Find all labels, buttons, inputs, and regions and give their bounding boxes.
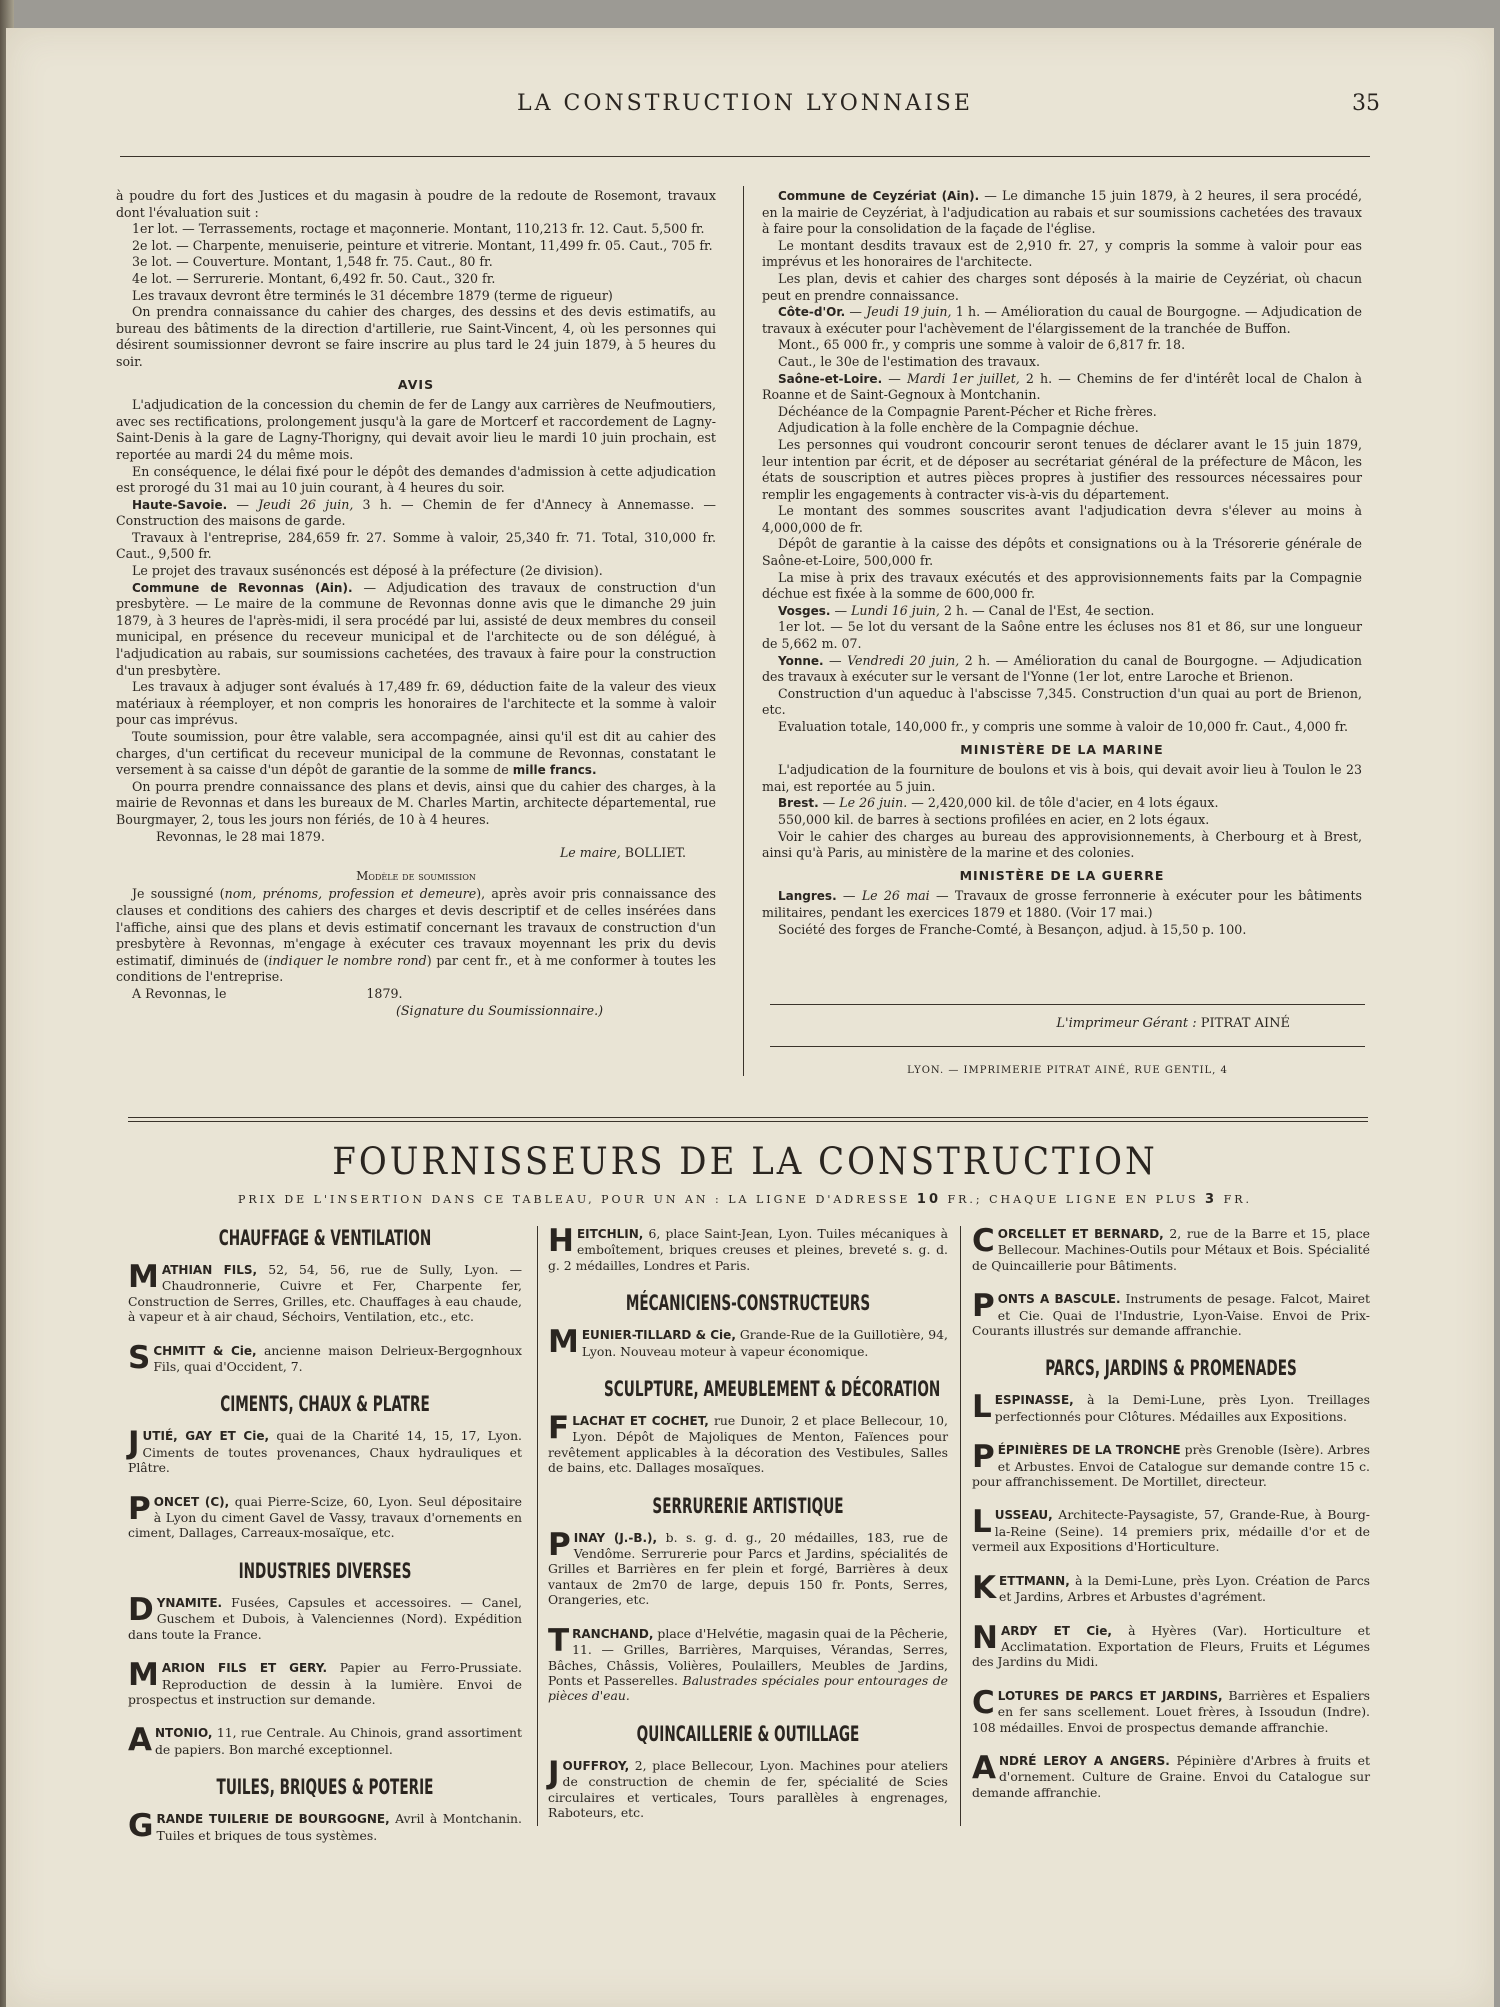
category-heading: CIMENTS, CHAUX & PLATRE bbox=[220, 1392, 430, 1417]
supplier-entry bbox=[128, 1490, 522, 1541]
supplier-name: EITCHLIN, bbox=[576, 1227, 644, 1241]
date: Jeudi 26 juin, bbox=[258, 496, 354, 512]
paragraph: Adjudication à la folle enchère de la Compagnie déchue. bbox=[778, 420, 1139, 436]
left-column bbox=[116, 188, 716, 1019]
supplier-name: INAY (J.-B.), bbox=[573, 1530, 658, 1545]
paragraph: 3e lot. — Couverture. Montant, 1,548 fr. 75. Caut., 80 fr. bbox=[132, 254, 493, 270]
supplier-name: ARION FILS ET GERY. bbox=[161, 1661, 328, 1676]
supplier-name: CHMITT & Cie, bbox=[153, 1343, 257, 1358]
drop-cap: K bbox=[972, 1569, 997, 1606]
drop-cap: M bbox=[548, 1324, 579, 1361]
paragraph: On prendra connaissance du cahier des charges, des dessins et des devis estimatifs, au bureau des bâtiments de la direction d'artillerie, rue Saint-Vincent, 4, où les personnes qui désirent soumissionner devront se faire inscrire au plus tard le 24 juin 1879, à 5 heures du soir. bbox=[116, 304, 716, 369]
paragraph: Haute-Savoie. — Jeudi 26 juin, 3 h. — Chemin de fer d'Annecy à Annemasse. — Construction des maisons de garde. bbox=[116, 496, 716, 529]
drop-cap: J bbox=[128, 1425, 140, 1462]
place-name: Côte-d'Or. bbox=[778, 305, 846, 320]
label: Le maire, bbox=[559, 845, 621, 861]
date: Mardi 1er juillet, bbox=[906, 370, 1020, 386]
supplier-entry bbox=[972, 1684, 1370, 1735]
column-rule bbox=[960, 1226, 961, 1826]
supplier-entry bbox=[128, 1722, 522, 1759]
paragraph: On pourra prendre connaissance des plans et devis, ainsi que du cahier des charges, à la mairie de Revonnas et dans les bureaux de M. Charles Martin, architecte départemental, rue Bourgmayer, 2, tous les jours non fériés, de 10 à 4 heures. bbox=[116, 778, 716, 827]
paragraph: Déchéance de la Compagnie Parent-Pécher et Riche frères. bbox=[778, 403, 1157, 419]
supplier-entry bbox=[548, 1410, 948, 1476]
text: 2 h. — Amélioration du canal de Bourgogne. — Adjudication des travaux à exécuter sur le versant de l'Yonne (1er lot, entre Laroche et Brienon. bbox=[762, 652, 1362, 685]
text: Je soussigné ( bbox=[132, 886, 225, 902]
supplier-text: 2, place Bellecour, Lyon. Machines pour ateliers de construction de chemin de fer, spécialité de Scies circulaires et verticales, Tours parallèles à engrenages, Raboteurs, etc. bbox=[548, 1757, 948, 1820]
text: FR.; CHAQUE LIGNE EN PLUS bbox=[947, 1193, 1199, 1206]
supplier-name: EUNIER-TILLARD & Cie, bbox=[581, 1328, 736, 1343]
supplier-entry bbox=[548, 1754, 948, 1821]
price: 10 bbox=[916, 1192, 941, 1207]
column-rule bbox=[537, 1226, 538, 1826]
drop-cap: F bbox=[548, 1410, 570, 1447]
paragraph: Société des forges de Franche-Comté, à Besançon, adjud. à 15,50 p. 100. bbox=[778, 921, 1247, 937]
supplier-text: 52, 54, 56, rue de Sully, Lyon. — Chaudronnerie, Cuivre et Fer, Charpente fer, Construction de Serres, Grilles, etc. Chauffages à eau chaude, à vapeur et à air chaud, Séchoirs, Ventilation, etc., etc. bbox=[128, 1262, 522, 1325]
drop-cap: A bbox=[128, 1722, 152, 1759]
category-heading: SERRURERIE ARTISTIQUE bbox=[652, 1493, 844, 1518]
date: Le 26 juin. bbox=[839, 795, 908, 811]
paragraph: à poudre du fort des Justices et du magasin à poudre de la redoute de Rosemont, travaux dont l'évaluation suit : bbox=[116, 188, 716, 220]
text: — 2,420,000 kil. de tôle d'acier, en 4 lots égaux. bbox=[911, 795, 1219, 811]
supplier-name: ÉPINIÈRES DE LA TRONCHE bbox=[997, 1443, 1181, 1458]
imprint-rule bbox=[770, 1046, 1365, 1047]
supplier-name: ETTMANN, bbox=[999, 1573, 1070, 1588]
category-heading: PARCS, JARDINS & PROMENADES bbox=[1045, 1356, 1297, 1381]
paragraph: Les travaux devront être terminés le 31 décembre 1879 (terme de rigueur) bbox=[132, 287, 613, 303]
paragraph bbox=[762, 188, 1362, 238]
supplier-name: LOTURES DE PARCS ET JARDINS, bbox=[997, 1688, 1223, 1703]
column-rule bbox=[743, 186, 744, 1076]
category-heading: CHAUFFAGE & VENTILATION bbox=[218, 1226, 432, 1250]
suppliers-column-2 bbox=[548, 1223, 948, 1838]
paragraph bbox=[116, 580, 716, 680]
supplier-name: NDRÉ LEROY A ANGERS. bbox=[999, 1753, 1170, 1768]
supplier-entry bbox=[128, 1339, 522, 1376]
supplier-entry bbox=[128, 1657, 522, 1707]
imprimerie-line: LYON. — IMPRIMERIE PITRAT AINÉ, RUE GENTIL, 4 bbox=[907, 1065, 1228, 1076]
text: ), après avoir pris connaissance des clauses et conditions des cahiers des charges et devis descriptif et de celles insérées dans l'affiche, ainsi que des plans et devis estimatif concernant les travaux de construction d'un presbytère à Revonnas, m'engage à exécuter ces travaux moyennant les prix du devis estimatif, diminués de ( bbox=[116, 886, 717, 968]
paragraph: Voir le cahier des charges au bureau des approvisionnements, à Cherbourg et à Brest, ainsi qu'à Paris, au ministère de la marine et des colonies. bbox=[762, 828, 1362, 861]
drop-cap: S bbox=[128, 1339, 151, 1376]
place-name: Vosges. bbox=[778, 603, 831, 618]
drop-cap: H bbox=[548, 1223, 574, 1259]
supplier-text: Pépinière d'Arbres à fruits et d'ornement. Culture de Graine. Envoi du Catalogue sur demande affranchie. bbox=[972, 1752, 1370, 1800]
section-heading: Modèle de soumission bbox=[356, 868, 476, 883]
drop-cap: D bbox=[128, 1591, 154, 1628]
paragraph: Le projet des travaux susénoncés est déposé à la préfecture (2e division). bbox=[132, 563, 603, 579]
drop-cap: N bbox=[972, 1619, 998, 1656]
paragraph: Vosges. — Lundi 16 juin, 2 h. — Canal de l'Est, 4e section. bbox=[778, 602, 1155, 618]
imprint-rule bbox=[770, 1004, 1365, 1005]
supplier-name: LACHAT ET COCHET, bbox=[572, 1414, 709, 1429]
supplier-text: à la Demi-Lune, près Lyon. Treillages perfectionnés pour Clôtures. Médailles aux Expositions. bbox=[994, 1392, 1370, 1424]
text: — Le dimanche 15 juin 1879, à 2 heures, il sera procédé, en la mairie de Ceyzériat, à l'adjudication au rabais et sur soumissions cachetées des travaux à faire pour la consolidation de la façade de l'église. bbox=[762, 188, 1362, 237]
drop-cap: A bbox=[972, 1749, 996, 1786]
date: Vendredi 20 juin, bbox=[847, 652, 960, 668]
paragraph: Les personnes qui voudront concourir seront tenues de déclarer avant le 15 juin 1879, leur intention par écrit, et de déposer au secrétariat général de la préfecture de Mâcon, les états de souscription et autres pièces propres à justifier des ressources nécessaires pour remplir les engagements à contracter vis-à-vis du département. bbox=[762, 436, 1362, 502]
supplier-entry bbox=[548, 1526, 948, 1608]
section-heading: MINISTÈRE DE LA GUERRE bbox=[959, 867, 1165, 883]
supplier-entry bbox=[972, 1223, 1370, 1273]
supplier-text: quai de la Charité 14, 15, 17, Lyon. Ciments de toutes provenances, Chaux hydrauliques et Plâtre. bbox=[128, 1428, 522, 1476]
journal-title: LA CONSTRUCTION LYONNAISE bbox=[517, 91, 973, 116]
supplier-name: RANCHAND, bbox=[572, 1626, 654, 1641]
paragraph: 550,000 kil. de barres à sections profilées en acier, en 2 lots égaux. bbox=[778, 811, 1210, 827]
date: Le 26 mai bbox=[861, 888, 930, 904]
place-name: Commune de Revonnas (Ain). bbox=[132, 580, 353, 595]
emphasis: mille francs. bbox=[512, 763, 597, 778]
paragraph: Construction d'un aqueduc à l'abscisse 7,345. Construction d'un quai au port de Brienon, etc. bbox=[762, 685, 1362, 718]
supplier-entry bbox=[128, 1808, 522, 1845]
category-heading: TUILES, BRIQUES & POTERIE bbox=[216, 1775, 434, 1800]
paragraph bbox=[116, 729, 716, 779]
paragraph: L'adjudication de la concession du chemin de fer de Langy aux carrières de Neufmoutiers, avec ses rectifications, prolongement jusqu'à la gare de Mortcerf et raccordement de Lagny-Saint-Denis à la gare de Lagny-Thorigny, qui devait avoir lieu le mardi 10 juin prochain, est reportée au mardi 24 du même mois. bbox=[116, 397, 716, 462]
supplier-entry bbox=[548, 1622, 948, 1704]
drop-cap: C bbox=[972, 1684, 995, 1721]
supplier-entry bbox=[972, 1439, 1370, 1490]
price-line bbox=[120, 1192, 1370, 1207]
paragraph: Dépôt de garantie à la caisse des dépôts et consignations ou à la Trésorerie générale de Saône-et-Loire, 500,000 fr. bbox=[762, 536, 1362, 569]
supplier-text: rue Dunoir, 2 et place Bellecour, 10, Lyon. Dépôt de Majoliques de Menton, Faïences pour revêtement applicables à la décoration des Vestibules, Salles de bains, etc. Dallages mosaïques. bbox=[548, 1413, 948, 1476]
supplier-entry bbox=[972, 1749, 1370, 1800]
paragraph: 4e lot. — Serrurerie. Montant, 6,492 fr. 50. Caut., 320 fr. bbox=[132, 270, 496, 286]
drop-cap: C bbox=[972, 1223, 995, 1259]
paragraph: Les travaux à adjuger sont évalués à 17,489 fr. 69, déduction faite de la valeur des vieux matériaux à réemployer, et non compris les honoraires de l'architecte et la somme à valoir pour cas imprévus. bbox=[116, 679, 716, 728]
supplier-name: ONCET (C), bbox=[153, 1494, 230, 1509]
supplier-name: YNAMITE. bbox=[156, 1595, 223, 1610]
category-heading: QUINCAILLERIE & OUTILLAGE bbox=[636, 1721, 860, 1746]
paragraph: En conséquence, le délai fixé pour le dépôt des demandes d'admission à cette adjudication est prorogé du 31 mai au 10 juin courant, à 4 heures du soir. bbox=[116, 463, 716, 496]
drop-cap: M bbox=[128, 1259, 159, 1295]
paragraph: Evaluation totale, 140,000 fr., y compris une somme à valoir de 10,000 fr. Caut., 4,000 fr. bbox=[778, 719, 1349, 734]
paragraph: Yonne. — Vendredi 20 juin, 2 h. — Amélioration du canal de Bourgogne. — Adjudication des travaux à exécuter sur le versant de l'Yonne (1er lot, entre Laroche et Brienon. bbox=[762, 652, 1362, 685]
supplier-name: OUFFROY, bbox=[562, 1758, 630, 1773]
drop-cap: P bbox=[972, 1288, 995, 1325]
supplier-name: ATHIAN FILS, bbox=[161, 1263, 258, 1277]
supplier-text: Barrières et Espaliers en fer sans scellement. Louet frères, à Issoudun (Indre). 108 médailles. Envoi de prospectus demande affranchie. bbox=[972, 1687, 1370, 1735]
supplier-text: place d'Helvétie, magasin quai de la Pêcherie, 11. — Grilles, Barrières, Marquises, Vérandas, Serres, Bâches, Châssis, Volières, Poulaillers, Meubles de Jardins, Ponts et Passerelles. bbox=[548, 1625, 948, 1688]
date: Lundi 16 juin, bbox=[851, 602, 940, 618]
supplier-text: Instruments de pesage. Falcot, Mairet et Cie. Quai de l'Industrie, Lyon-Vaise. Envoi de Prix-Courants illustrés sur demande affranchie. bbox=[972, 1291, 1370, 1339]
paragraph: Brest. — Le 26 juin. — 2,420,000 kil. de tôle d'acier, en 4 lots égaux. bbox=[778, 795, 1219, 811]
supplier-entry bbox=[972, 1619, 1370, 1670]
supplier-entry bbox=[548, 1324, 948, 1361]
text-italic: indiquer le nombre rond bbox=[268, 952, 427, 968]
supplier-name: RANDE TUILERIE DE BOURGOGNE, bbox=[156, 1812, 390, 1827]
supplier-entry bbox=[548, 1223, 948, 1273]
paragraph: Caut., le 30e de l'estimation des travaux. bbox=[778, 353, 1040, 369]
paragraph: Le montant desdits travaux est de 2,910 fr. 27, y compris la somme à valoir pour eas imprévus et les honoraires de l'architecte. bbox=[762, 237, 1362, 270]
supplier-name: NTONIO, bbox=[155, 1726, 213, 1741]
supplier-name: ARDY ET Cie, bbox=[1000, 1623, 1112, 1638]
text: — Travaux de grosse ferronnerie à exécuter pour les bâtiments militaires, pendant les exercices 1879 et 1880. (Voir 17 mai.) bbox=[762, 888, 1362, 920]
place-name: Commune de Ceyzériat (Ain). bbox=[778, 189, 980, 203]
section-heading: MINISTÈRE DE LA MARINE bbox=[960, 741, 1164, 757]
text-italic: nom, prénoms, profession et demeure bbox=[224, 886, 477, 902]
supplier-text: Architecte-Paysagiste, 57, Grande-Rue, à Bourg-la-Reine (Seine). 14 premiers prix, médaille d'or et de vermeil aux Expositions d'Horticulture. bbox=[972, 1507, 1370, 1555]
signature-line bbox=[116, 845, 716, 862]
paragraph: 1er lot. — 5e lot du versant de la Saône entre les écluses nos 81 et 86, sur une longueur de 5,662 m. 07. bbox=[762, 619, 1362, 652]
supplier-text: à la Demi-Lune, près Lyon. Création de Parcs et Jardins, Arbres et Arbustes d'agrément. bbox=[999, 1572, 1370, 1605]
supplier-entry bbox=[972, 1389, 1370, 1426]
text: 1 h. — Amélioration du caual de Bourgogne. — Adjudication de travaux à exécuter pour l'achèvement de l'élargissement de la tranchée de Buffon. bbox=[762, 304, 1362, 336]
text: FR. bbox=[1223, 1193, 1253, 1206]
supplier-text: à Hyères (Var). Horticulture et Acclimatation. Exportation de Fleurs, Fruits et Légumes des Jardins du Midi. bbox=[972, 1622, 1370, 1670]
place-name: Yonne. bbox=[778, 653, 824, 668]
drop-cap: M bbox=[128, 1657, 159, 1694]
drop-cap: L bbox=[972, 1504, 992, 1541]
page-number: 35 bbox=[1352, 91, 1380, 116]
paragraph: La mise à prix des travaux exécutés et des approvisionnements faits par la Compagnie déchue est fixée à la somme de 600,000 fr. bbox=[762, 569, 1362, 602]
supplier-text: 6, place Saint-Jean, Lyon. Tuiles mécaniques à emboîtement, briques creuses et pleines, breveté s. g. d. g. 2 médailles, Londres et Paris. bbox=[548, 1226, 948, 1273]
supplier-name: USSEAU, bbox=[994, 1508, 1053, 1523]
paragraph: Langres. — Le 26 mai — Travaux de grosse ferronnerie à exécuter pour les bâtiments militaires, pendant les exercices 1879 et 1880. (Voir 17 mai.) bbox=[762, 888, 1362, 920]
supplier-text: 2, rue de la Barre et 15, place Bellecour. Machines-Outils pour Métaux et Bois. Spécialité de Quincaillerie pour Bâtiments. bbox=[972, 1226, 1370, 1273]
drop-cap: G bbox=[128, 1808, 154, 1845]
text: 2 h. — Canal de l'Est, 4e section. bbox=[943, 602, 1155, 618]
supplier-entry bbox=[972, 1569, 1370, 1606]
suppliers-column-1 bbox=[128, 1226, 522, 1861]
supplier-entry bbox=[128, 1259, 522, 1325]
section-rule bbox=[128, 1117, 1368, 1118]
name: PITRAT AINÉ bbox=[1200, 1016, 1290, 1031]
supplier-text-italic: Balustrades spéciales pour entourages de pièces d'eau. bbox=[548, 1672, 948, 1704]
paragraph: 2e lot. — Charpente, menuiserie, peinture et vitrerie. Montant, 11,499 fr. 05. Caut., 705 fr. bbox=[132, 237, 713, 253]
suppliers-title: FOURNISSEURS DE LA CONSTRUCTION bbox=[332, 1140, 1158, 1184]
drop-cap: P bbox=[972, 1439, 995, 1476]
supplier-text: ancienne maison Delrieux-Bergognhoux Fils, quai d'Occident, 7. bbox=[153, 1342, 522, 1375]
supplier-entry bbox=[128, 1591, 522, 1642]
paragraph: Saône-et-Loire. — Mardi 1er juillet, 2 h. — Chemins de fer d'intérêt local de Chalon à Roanne et de Saint-Gegnoux à Montchanin. bbox=[762, 370, 1362, 403]
name: BOLLIET. bbox=[624, 845, 686, 861]
drop-cap: J bbox=[548, 1754, 560, 1791]
text: PRIX DE L'INSERTION DANS CE TABLEAU, POUR UN AN : LA LIGNE D'ADRESSE bbox=[237, 1193, 911, 1206]
text: Toute soumission, pour être valable, sera accompagnée, ainsi qu'il est dit au cahier des charges, d'un certificat du receveur municipal de la commune de Revonnas, constatant le versement à sa caisse d'un dépôt de garantie de la somme de bbox=[116, 729, 716, 778]
drop-cap: P bbox=[128, 1490, 151, 1527]
text: A Revonnas, le bbox=[132, 985, 227, 1001]
supplier-entry bbox=[972, 1288, 1370, 1339]
supplier-entry bbox=[128, 1425, 522, 1476]
text: 1879. bbox=[366, 985, 403, 1001]
supplier-text: Avril à Montchanin. Tuiles et briques de tous systèmes. bbox=[156, 1811, 522, 1843]
paragraph: L'adjudication de la fourniture de boulons et vis à bois, qui devait avoir lieu à Toulon le 23 mai, est reportée au 5 juin. bbox=[762, 762, 1362, 794]
section-heading: AVIS bbox=[397, 376, 435, 392]
imprimeur-line bbox=[770, 1016, 1290, 1031]
supplier-text: Papier au Ferro-Prussiate. Reproduction de dessin à la lumière. Envoi de prospectus et instruction sur demande. bbox=[128, 1660, 522, 1707]
category-heading: MÉCANICIENS-CONSTRUCTEURS bbox=[625, 1291, 871, 1316]
supplier-text: près Grenoble (Isère). Arbres et Arbustes. Envoi de Catalogue sur demande contre 15 c. pour affranchissement. De Mortillet, directeur. bbox=[972, 1442, 1370, 1490]
category-heading: INDUSTRIES DIVERSES bbox=[238, 1558, 412, 1583]
supplier-text: 11, rue Centrale. Au Chinois, grand assortiment de papiers. Bon marché exceptionnel. bbox=[155, 1725, 522, 1757]
paragraph: 1er lot. — Terrassements, roctage et maçonnerie. Montant, 110,213 fr. 12. Caut. 5,500 fr. bbox=[132, 221, 705, 237]
place-name: Haute-Savoie. bbox=[132, 497, 228, 512]
paragraph: Travaux à l'entreprise, 284,659 fr. 27. Somme à valoir, 25,340 fr. 71. Total, 310,000 fr. Caut., 9,500 fr. bbox=[116, 529, 716, 562]
header-rule bbox=[120, 156, 1370, 157]
drop-cap: L bbox=[972, 1389, 992, 1426]
drop-cap: T bbox=[548, 1622, 570, 1659]
supplier-text: Fusées, Capsules et accessoires. — Canel, Guschem et Dubois, à Valenciennes (Nord). Expédition dans toute la France. bbox=[128, 1594, 522, 1642]
paragraph: Mont., 65 000 fr., y compris une somme à valoir de 6,817 fr. 18. bbox=[778, 337, 1186, 353]
place-name: Brest. bbox=[778, 796, 819, 811]
text: ) par cent fr., et à me conformer à toutes les conditions de l'entreprise. bbox=[116, 952, 716, 985]
paragraph bbox=[116, 886, 716, 986]
signature-label: (Signature du Soumissionnaire.) bbox=[396, 1002, 604, 1018]
paragraph bbox=[116, 986, 716, 1003]
supplier-text: b. s. g. d. g., 20 médailles, 183, rue de Vendôme. Serrurerie pour Parcs et Jardins, spécialités de Grilles et Barrières en fer plein et forgé, Barrières à deux vantaux de 2m70 de large, depuis 150 fr. Ponts, Serres, Orangeries, etc. bbox=[548, 1529, 948, 1608]
paragraph: Revonnas, le 28 mai 1879. bbox=[156, 828, 325, 844]
paragraph: Les plan, devis et cahier des charges sont déposés à la mairie de Ceyzériat, où chacun peut en prendre connaissance. bbox=[762, 270, 1362, 303]
date: Jeudi 19 juin, bbox=[866, 304, 952, 320]
suppliers-column-3 bbox=[972, 1223, 1370, 1818]
text: — Adjudication des travaux de construction d'un presbytère. — Le maire de la commune de Revonnas donne avis que le dimanche 29 juin 1879, à 3 heures de l'après-midi, il sera procédé par lui, assisté de deux membres du conseil municipal, en présence du receveur municipal et de l'architecte ou de son délégué, à l'adjudication au rabais, sur soumissions cachetées, des travaux à faire pour la construction d'un presbytère. bbox=[116, 579, 716, 678]
category-heading: SCULPTURE, AMEUBLEMENT & DÉCORATION bbox=[604, 1377, 941, 1402]
supplier-text: Grande-Rue de la Guillotière, 94, Lyon. Nouveau moteur à vapeur économique. bbox=[581, 1327, 948, 1359]
paragraph: Côte-d'Or. — Jeudi 19 juin, 1 h. — Amélioration du caual de Bourgogne. — Adjudication de travaux à exécuter pour l'achèvement de l'élargissement de la tranchée de Buffon. bbox=[762, 304, 1362, 336]
text: 3 h. — Chemin de fer d'Annecy à Annemasse. — Construction des maisons de garde. bbox=[116, 496, 716, 529]
right-column bbox=[762, 188, 1362, 938]
place-name: Saône-et-Loire. bbox=[778, 371, 883, 386]
text: 2 h. — Chemins de fer d'intérêt local de Chalon à Roanne et de Saint-Gegnoux à Montchanin. bbox=[762, 370, 1362, 403]
page-header bbox=[120, 85, 1380, 125]
label: L'imprimeur Gérant : bbox=[1056, 1016, 1197, 1031]
place-name: Langres. bbox=[778, 889, 837, 904]
supplier-name: ESPINASSE, bbox=[994, 1393, 1074, 1408]
paragraph: Le montant des sommes souscrites avant l'adjudication devra s'élever au moins à 4,000,000 de fr. bbox=[762, 503, 1362, 535]
supplier-name: UTIÉ, GAY ET Cie, bbox=[142, 1429, 270, 1444]
drop-cap: P bbox=[548, 1526, 571, 1563]
price: 3 bbox=[1205, 1192, 1218, 1207]
supplier-entry bbox=[972, 1504, 1370, 1555]
supplier-text: quai Pierre-Scize, 60, Lyon. Seul dépositaire à Lyon du ciment Gavel de Vassy, travaux d'ornements en ciment, Dallages, Carreaux-mosaïque, etc. bbox=[128, 1493, 522, 1541]
supplier-name: ORCELLET ET BERNARD, bbox=[997, 1227, 1164, 1241]
section-rule bbox=[128, 1121, 1368, 1122]
supplier-name: ONTS A BASCULE. bbox=[997, 1292, 1121, 1307]
